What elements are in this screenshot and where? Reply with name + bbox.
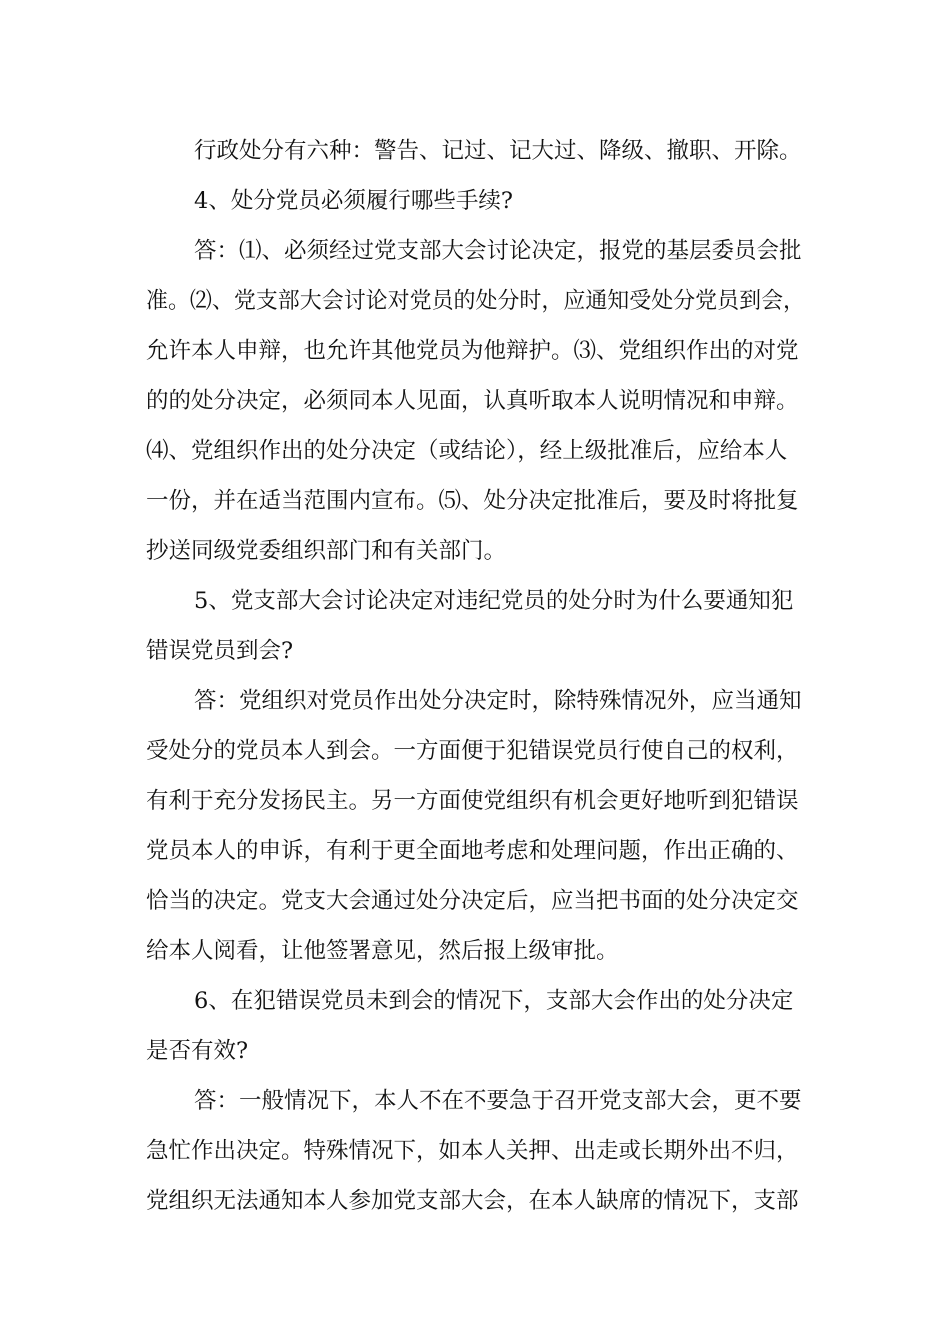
question-6: 6、在犯错误党员未到会的情况下，支部大会作出的处分决定	[194, 988, 794, 1014]
question-6: 是否有效?	[146, 1038, 249, 1064]
question-5: 5、党支部大会讨论决定对违纪党员的处分时为什么要通知犯	[194, 588, 794, 614]
answer-5-line: 给本人阅看，让他签署意见，然后报上级审批。	[146, 938, 619, 964]
answer-4-line: 答：⑴、必须经过党支部大会讨论决定，报党的基层委员会批	[194, 238, 802, 264]
answer-4-line: 的的处分决定，必须同本人见面，认真听取本人说明情况和申辩。	[146, 388, 799, 414]
answer-5-line: 受处分的党员本人到会。一方面便于犯错误党员行使自己的权利，	[146, 738, 799, 764]
answer-4-line: 准。⑵、党支部大会讨论对党员的处分时，应通知受处分党员到会，	[146, 288, 806, 314]
answer-6-line: 答：一般情况下，本人不在不要急于召开党支部大会，更不要	[194, 1088, 802, 1114]
answer-5-line: 恰当的决定。党支大会通过处分决定后，应当把书面的处分决定交	[146, 888, 799, 914]
answer-4-line: ⑷、党组织作出的处分决定（或结论），经上级批准后，应给本人	[146, 438, 788, 464]
answer-5-line: 答：党组织对党员作出处分决定时，除特殊情况外，应当通知	[194, 688, 802, 714]
text-line: 行政处分有六种：警告、记过、记大过、降级、撤职、开除。	[194, 138, 802, 164]
answer-6-line: 急忙作出决定。特殊情况下，如本人关押、出走或长期外出不归，	[146, 1138, 799, 1164]
answer-4-line: 允许本人申辩，也允许其他党员为他辩护。⑶、党组织作出的对党	[146, 338, 799, 364]
answer-4-line: 一份，并在适当范围内宣布。⑸、处分决定批准后，要及时将批复	[146, 488, 799, 514]
answer-5-line: 有利于充分发扬民主。另一方面使党组织有机会更好地听到犯错误	[146, 788, 799, 814]
answer-6-line: 党组织无法通知本人参加党支部大会，在本人缺席的情况下，支部	[146, 1188, 799, 1214]
answer-5-line: 党员本人的申诉，有利于更全面地考虑和处理问题，作出正确的、	[146, 838, 799, 864]
question-4: 4、处分党员必须履行哪些手续?	[194, 188, 513, 214]
answer-4-line: 抄送同级党委组织部门和有关部门。	[146, 538, 507, 564]
question-5: 错误党员到会?	[146, 638, 294, 664]
